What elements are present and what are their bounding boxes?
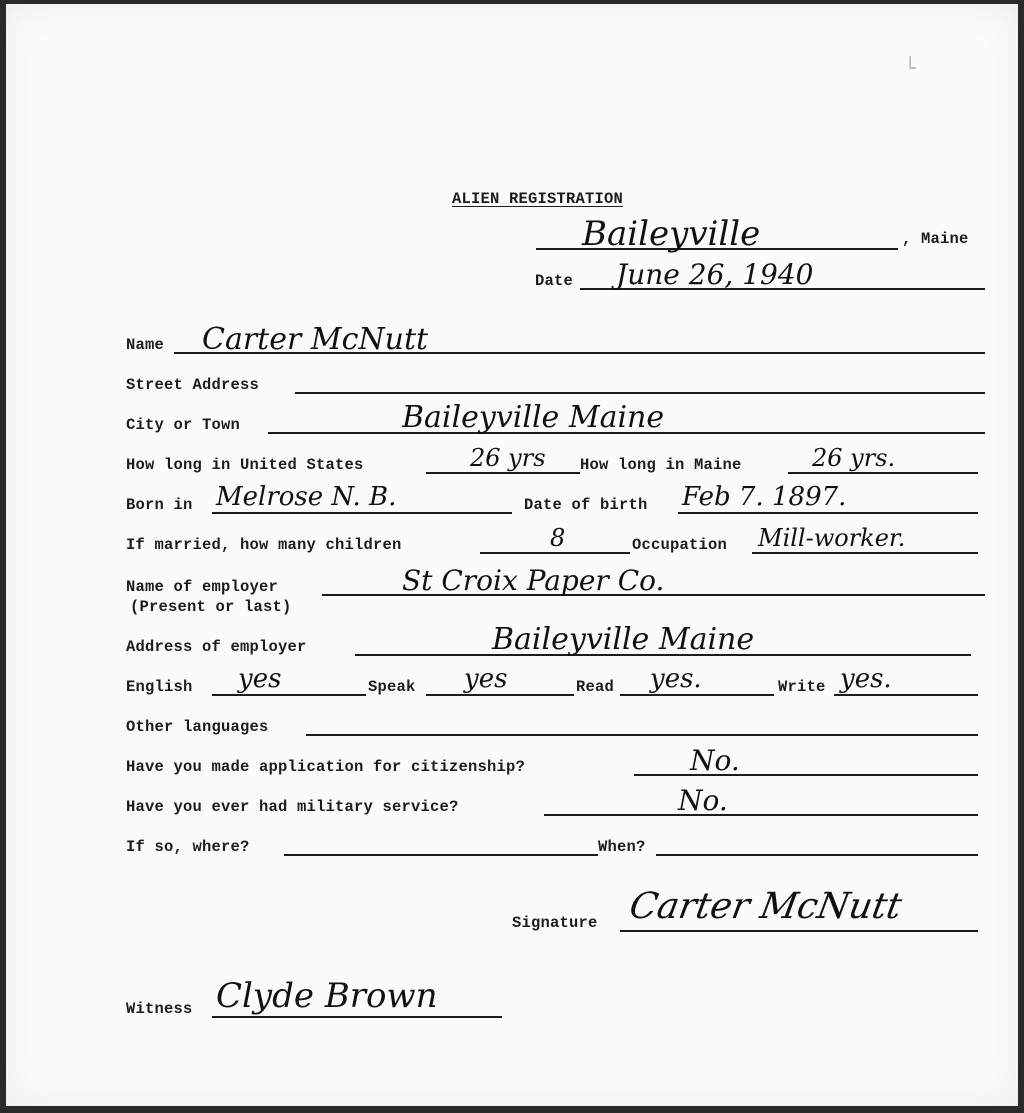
signature-label: Signature: [512, 914, 598, 932]
employer-address-label: Address of employer: [126, 638, 307, 656]
citizenship-handwritten: No.: [690, 744, 740, 777]
occupation-line: [752, 552, 978, 554]
citizenship-label: Have you made application for citizenship?: [126, 758, 526, 776]
citizenship-line: [634, 774, 978, 776]
when-line: [656, 854, 978, 856]
employer-address-handwritten: Baileyville Maine: [492, 622, 755, 657]
years-us-handwritten: 26 yrs: [470, 444, 546, 472]
city-handwritten: Baileyville Maine: [402, 400, 665, 435]
occupation-label: Occupation: [632, 536, 728, 554]
corner-check-mark: └: [904, 56, 917, 80]
speak-line: [426, 694, 574, 696]
speak-label: Speak: [368, 678, 416, 696]
speak-handwritten: yes: [464, 664, 508, 694]
years-us-label: How long in United States: [126, 456, 364, 474]
form-title: ALIEN REGISTRATION: [452, 190, 624, 208]
born-in-handwritten: Melrose N. B.: [216, 482, 397, 512]
born-in-label: Born in: [126, 496, 193, 514]
military-line: [544, 814, 978, 816]
dob-line: [678, 512, 978, 514]
write-handwritten: yes.: [840, 664, 892, 694]
other-languages-line: [306, 734, 978, 736]
write-line: [834, 694, 978, 696]
read-line: [620, 694, 774, 696]
signature-handwritten: Carter McNutt: [626, 886, 905, 927]
name-label: Name: [126, 336, 165, 354]
employer-sub-label: (Present or last): [130, 598, 292, 616]
date-handwritten: June 26, 1940: [616, 258, 814, 291]
city-label: City or Town: [126, 416, 241, 434]
english-line: [212, 694, 366, 696]
children-label: If married, how many children: [126, 536, 402, 554]
occupation-handwritten: Mill-worker.: [758, 524, 906, 552]
write-label: Write: [778, 678, 826, 696]
employer-handwritten: St Croix Paper Co.: [402, 564, 665, 597]
years-maine-line: [788, 472, 978, 474]
when-label: When?: [598, 838, 646, 856]
date-label: Date: [535, 272, 574, 290]
witness-line: [212, 1016, 502, 1018]
military-label: Have you ever had military service?: [126, 798, 459, 816]
years-maine-label: How long in Maine: [580, 456, 742, 474]
where-label: If so, where?: [126, 838, 250, 856]
signature-line: [620, 930, 978, 932]
witness-handwritten: Clyde Brown: [216, 976, 438, 1016]
dob-handwritten: Feb 7. 1897.: [682, 482, 847, 512]
witness-label: Witness: [126, 1000, 193, 1018]
employer-label: Name of employer: [126, 578, 279, 596]
english-label: English: [126, 678, 193, 696]
english-handwritten: yes: [238, 664, 282, 694]
state-label: , Maine: [902, 230, 969, 248]
read-label: Read: [576, 678, 615, 696]
town-handwritten: Baileyville: [582, 214, 761, 254]
where-line: [284, 854, 598, 856]
born-in-line: [212, 512, 512, 514]
military-handwritten: No.: [678, 784, 728, 817]
years-us-line: [426, 472, 580, 474]
children-handwritten: 8: [550, 524, 566, 552]
registration-form-page: [6, 4, 1018, 1106]
street-label: Street Address: [126, 376, 260, 394]
children-line: [480, 552, 630, 554]
name-handwritten: Carter McNutt: [202, 322, 429, 357]
other-languages-label: Other languages: [126, 718, 269, 736]
read-handwritten: yes.: [650, 664, 702, 694]
street-line: [295, 392, 985, 394]
dob-label: Date of birth: [524, 496, 648, 514]
years-maine-handwritten: 26 yrs.: [812, 444, 896, 472]
